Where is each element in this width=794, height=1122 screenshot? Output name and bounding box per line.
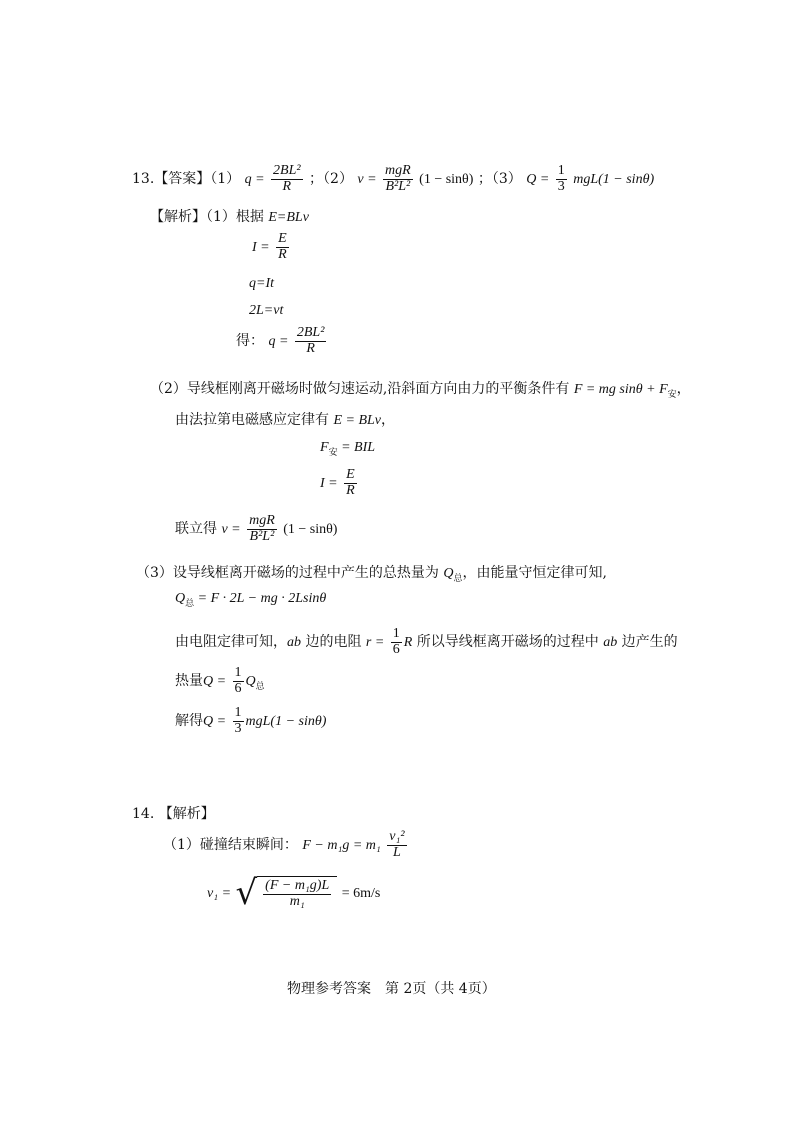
part2-line: （2）导线框刚离开磁场时做匀速运动,沿斜面方向由力的平衡条件有 F = mg $\sin\theta + F_安$，: [150, 381, 691, 400]
ans2-tail: (1 − sinθ): [419, 172, 474, 188]
solve-line: 解得Q = $\frac{1}{3}$ mgL(1 − sinθ): [175, 705, 327, 736]
sep3: ；（3）: [477, 171, 522, 188]
ans3-tail: mgL(1 − sinθ): [573, 172, 655, 188]
q14-header: 14. 【解析】: [132, 806, 215, 822]
analysis-label: 【解析】（1）根据: [150, 209, 264, 225]
sep2: ；（2）: [309, 171, 353, 188]
qtot-eq: $Q_总 = F \cdot 2L$ − mg · 2Lsinθ: [175, 591, 327, 608]
lianli-line: 联立得 v = $\frac{\text{mgR}}{\text{B²L²}}$ (1 − sinθ): [175, 513, 338, 544]
page-footer: 物理参考答案 第 2页（共 4页）: [287, 981, 496, 997]
q13-header: 13.【答案】（1）: [132, 171, 241, 188]
q14-v1: v₁ = √ $\frac{\text{(F − m₁g)L}}{\text{m₁}}$ = 6m/s: [207, 873, 381, 913]
ans1-lhs: q =: [244, 172, 265, 188]
f-an-eq: $F_安$ = BIL: [320, 440, 376, 457]
ans1-fraction: $\frac{\text{2BL²}}{R}$: [273, 163, 301, 194]
faraday-line: 由法拉第电磁感应定律有 E = BLv，: [175, 412, 396, 428]
ans3-lhs: Q =: [526, 172, 550, 188]
heat-line: 热量Q = $\frac{1}{6}$ $Q_总$: [175, 665, 265, 696]
eq-E: E=BLv: [268, 210, 309, 225]
eq-I2: I = $\frac{E}{R}$: [320, 467, 355, 498]
analysis-line: [150, 206, 309, 226]
eq-2L: 2L=vt: [249, 303, 284, 318]
q13-answer-line: [132, 164, 654, 194]
ans3-fraction: $\frac{1}{3}$: [557, 163, 565, 194]
q14-part1: （1）碰撞结束瞬间： F − m₁g = m₁ $\frac{\text{v₁²}}{L}$: [163, 829, 405, 860]
eq-I: I = $\frac{E}{R}$: [252, 231, 287, 262]
result-line: 得： q = $\frac{\text{2BL²}}{R}$: [236, 325, 325, 356]
eq-q: q=It: [249, 276, 274, 291]
ans2-lhs: v =: [357, 172, 377, 188]
part3-line: （3）设导线框离开磁场的过程中产生的总热量为 $Q_总$，由能量守恒定律可知,: [136, 565, 607, 584]
resistance-line: 由电阻定律可知，ab 边的电阻 r = $\frac{1}{6}$ R 所以导线框离开磁场的过程中 ab 边产生的: [175, 626, 678, 657]
ans2-fraction: $\frac{\text{mgR}}{\text{B²L²}}$: [385, 163, 411, 194]
